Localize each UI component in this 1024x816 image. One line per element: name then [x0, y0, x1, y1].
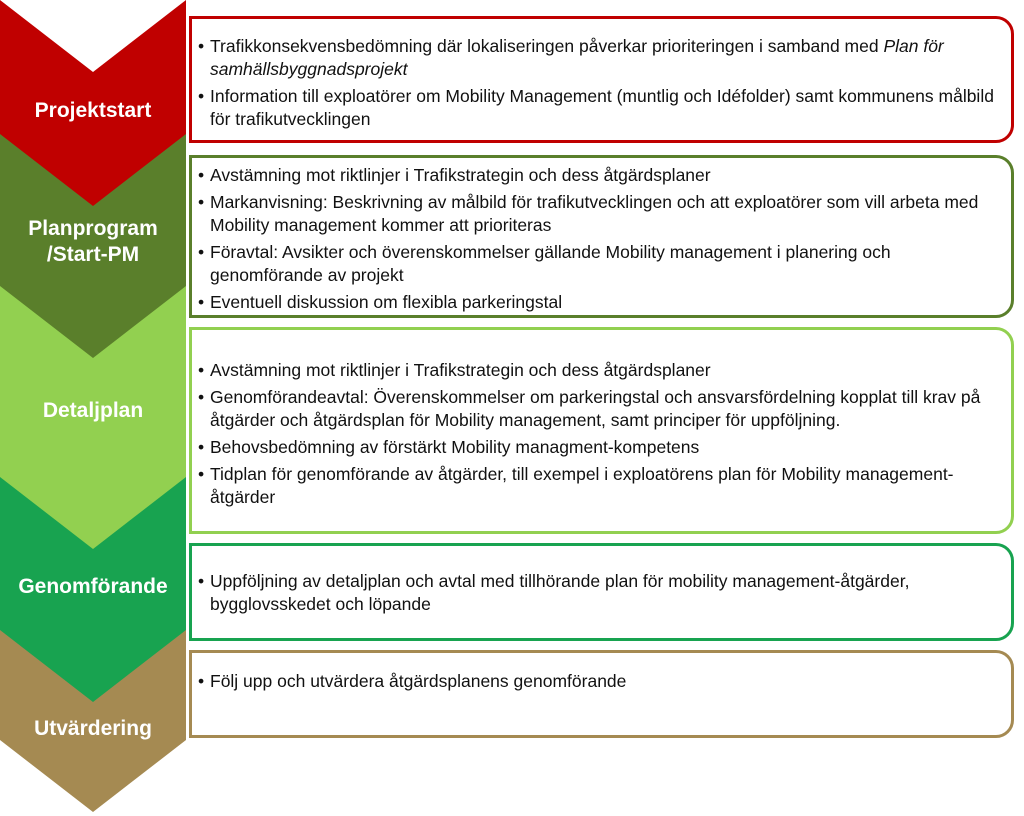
stage-label-planprogram-line1: Planprogram [28, 217, 158, 240]
stage-label-planprogram [0, 216, 186, 268]
bullet-item: • Uppföljning av detaljplan och avtal med tillhörande plan för mobility management-åtgärder, bygglovsskedet och löpande [198, 570, 1001, 616]
bullet-list [198, 670, 1001, 693]
stage-label-genomforande: Genomförande [18, 575, 168, 598]
stage-label-utvardering: Utvärdering [34, 717, 152, 740]
bullet-list [198, 164, 1001, 314]
stage-box-utvardering [189, 650, 1014, 738]
bullet-item: • Eventuell diskussion om flexibla parkeringstal [198, 291, 1001, 314]
bullet-item: • Tidplan för genomförande av åtgärder, till exempel i exploatörens plan för Mobility management-åtgärder [198, 463, 1001, 509]
bullet-item: • Föravtal: Avsikter och överenskommelser gällande Mobility management i planering och genomförande av projekt [198, 241, 1001, 287]
stage-label-projektstart: Projektstart [34, 99, 152, 122]
stage-box-genomforande [189, 543, 1014, 641]
stage-label-detaljplan: Detaljplan [42, 399, 144, 422]
bullet-item: • Information till exploatörer om Mobility Management (muntlig och Idéfolder) samt kommunens målbild för trafikutvecklingen [198, 85, 1001, 131]
bullet-item: • Avstämning mot riktlinjer i Trafikstrategin och dess åtgärdsplaner [198, 359, 1001, 382]
bullet-item: • Följ upp och utvärdera åtgärdsplanens genomförande [198, 670, 1001, 693]
bullet-item: • Markanvisning: Beskrivning av målbild för trafikutvecklingen och att exploatörer som vill arbeta med Mobility management kommer att prioriteras [198, 191, 1001, 237]
stage-label-planprogram-line2: /Start-PM [46, 243, 140, 266]
stage-box-projektstart [189, 16, 1014, 143]
bullet-list [198, 35, 1001, 131]
bullet-list [198, 359, 1001, 509]
stage-box-detaljplan [189, 327, 1014, 534]
bullet-item: • Avstämning mot riktlinjer i Trafikstrategin och dess åtgärdsplaner [198, 164, 1001, 187]
bullet-item: • Behovsbedömning av förstärkt Mobility managment-kompetens [198, 436, 1001, 459]
bullet-item: • Genomförandeavtal: Överenskommelser om parkeringstal och ansvarsfördelning kopplat till krav på åtgärder och åtgärdsplan för Mobility management, samt principer för uppföljning. [198, 386, 1001, 432]
stage-box-planprogram [189, 155, 1014, 318]
bullet-list [198, 570, 1001, 616]
bullet-item: • Trafikkonsekvensbedömning där lokaliseringen påverkar prioriteringen i samband med Plan för samhällsbyggnadsprojekt [198, 35, 1001, 81]
